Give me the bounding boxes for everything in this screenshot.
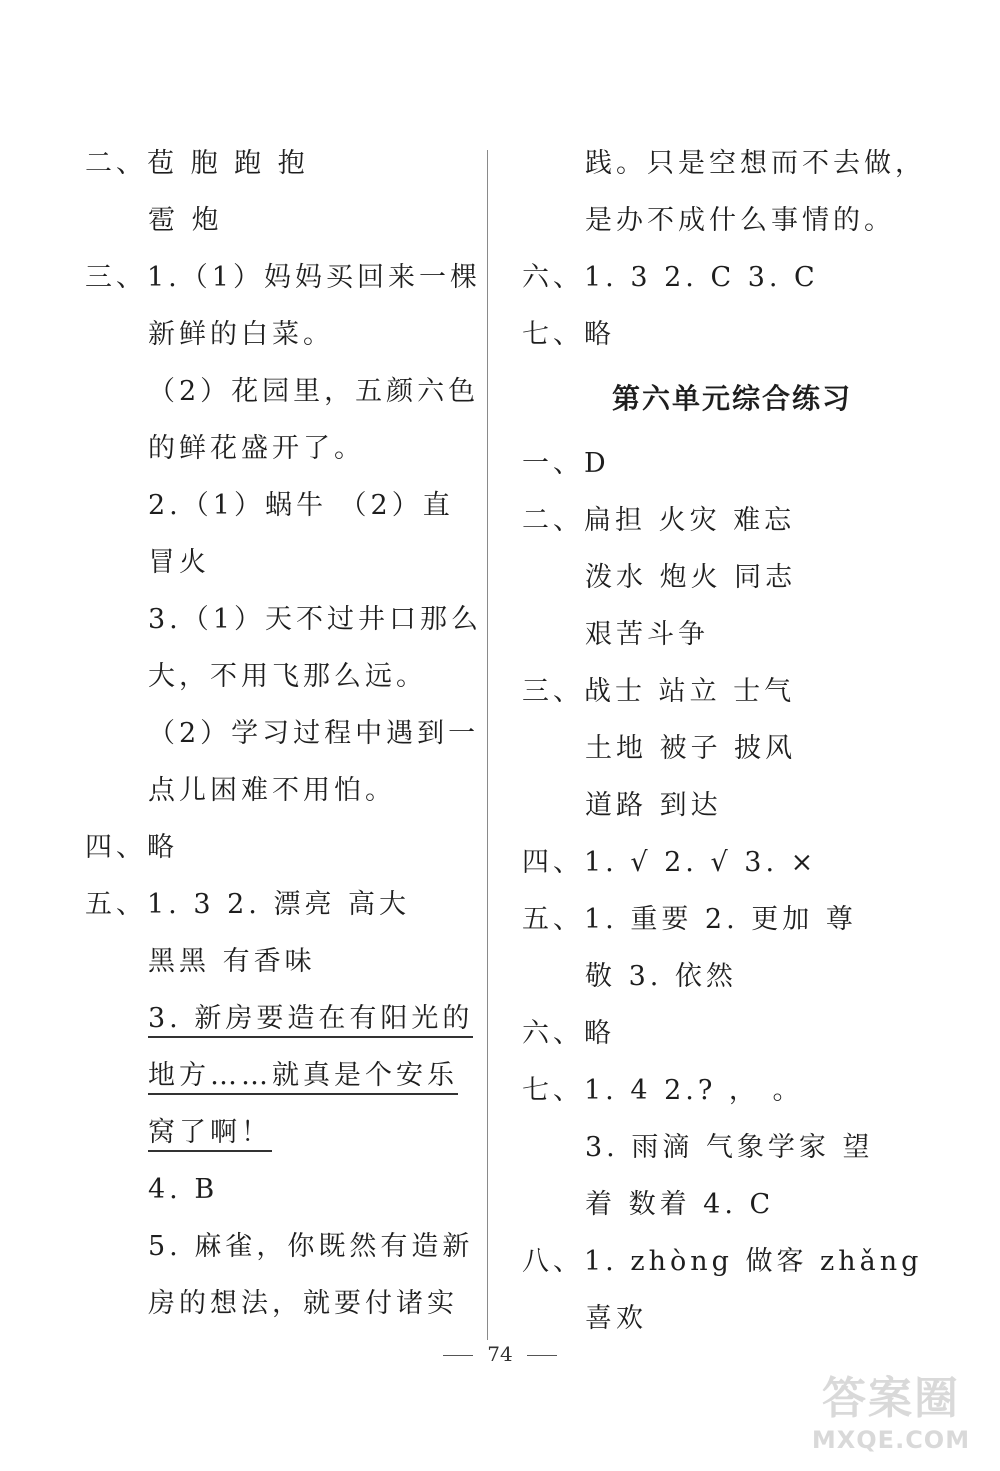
answer-line: 四、1. √ 2. √ 3. × — [522, 847, 818, 878]
answer-line: 八、1. zhòng 做客 zhǎng — [522, 1246, 923, 1277]
page-footer — [0, 1340, 1000, 1368]
answer-line: 5. 麻雀，你既然有造新 — [148, 1231, 474, 1262]
watermark-text: 答案圈 — [822, 1373, 960, 1424]
answer-line: 敬 3. 依然 — [585, 961, 737, 992]
column-divider — [487, 150, 488, 1340]
answer-line: 一、D — [522, 448, 610, 479]
answer-line: 喜欢 — [585, 1303, 647, 1334]
answer-line: 艰苦斗争 — [585, 619, 709, 650]
answer-line: 五、1. 3 2. 漂亮 高大 — [85, 889, 411, 920]
underlined-answer: 3. 新房要造在有阳光的 — [148, 1003, 473, 1038]
answer-line: 二、苞 胞 跑 抱 — [85, 148, 309, 179]
answer-line: 七、略 — [522, 319, 615, 350]
answer-line: 五、1. 重要 2. 更加 尊 — [522, 904, 857, 935]
answer-line: （2）学习过程中遇到一 — [148, 718, 480, 749]
right-column — [522, 135, 942, 1347]
underlined-answer: 地方……就真是个安乐 — [148, 1060, 458, 1095]
answer-line: 3.（1）天不过井口那么 — [148, 604, 482, 635]
answer-line: 房的想法，就要付诸实 — [148, 1288, 458, 1319]
answer-line: 雹 炮 — [148, 205, 223, 236]
answer-line: 四、略 — [85, 832, 178, 863]
answer-line — [85, 1047, 480, 1104]
answer-line: 二、扁担 火灾 难忘 — [522, 505, 796, 536]
answer-line: 七、1. 4 2.? ， 。 — [522, 1075, 804, 1106]
answer-line: 是办不成什么事情的。 — [585, 205, 895, 236]
answer-line: 三、1.（1）妈妈买回来一棵 — [85, 262, 481, 293]
watermark-logo — [796, 1373, 986, 1465]
answer-line: 3. 雨滴 气象学家 望 — [585, 1132, 874, 1163]
answer-line: 冒火 — [148, 547, 210, 578]
answer-line: 大，不用飞那么远。 — [148, 661, 427, 692]
answer-line — [85, 990, 480, 1047]
footer-dash — [527, 1355, 557, 1356]
answer-line: 六、略 — [522, 1018, 615, 1049]
answer-line: 泼水 炮火 同志 — [585, 562, 797, 593]
underlined-answer: 窝了啊！ — [148, 1117, 272, 1152]
left-column — [85, 135, 480, 1332]
answer-line: 土地 被子 披风 — [585, 733, 797, 764]
answer-line: 着 数着 4. C — [585, 1189, 775, 1220]
answer-line: 新鲜的白菜。 — [148, 319, 334, 350]
answer-line: 六、1. 3 2. C 3. C — [522, 262, 819, 293]
answer-line: （2）花园里，五颜六色 — [148, 376, 480, 407]
answer-line: 的鲜花盛开了。 — [148, 433, 365, 464]
section-title: 第六单元综合练习 — [611, 382, 852, 415]
answer-line: 黑黑 有香味 — [148, 946, 316, 977]
answer-line — [85, 1104, 480, 1161]
answer-line: 4. B — [148, 1174, 219, 1205]
answer-line: 点儿困难不用怕。 — [148, 775, 396, 806]
answer-line: 践。只是空想而不去做， — [585, 148, 926, 179]
watermark-url: MXQE.COM — [811, 1426, 971, 1454]
footer-dash — [443, 1355, 473, 1356]
answer-line: 三、战士 站立 士气 — [522, 676, 796, 707]
answer-line: 2.（1）蜗牛 （2）直 — [148, 490, 454, 521]
page-number: 74 — [487, 1342, 513, 1366]
answer-line: 道路 到达 — [585, 790, 722, 821]
